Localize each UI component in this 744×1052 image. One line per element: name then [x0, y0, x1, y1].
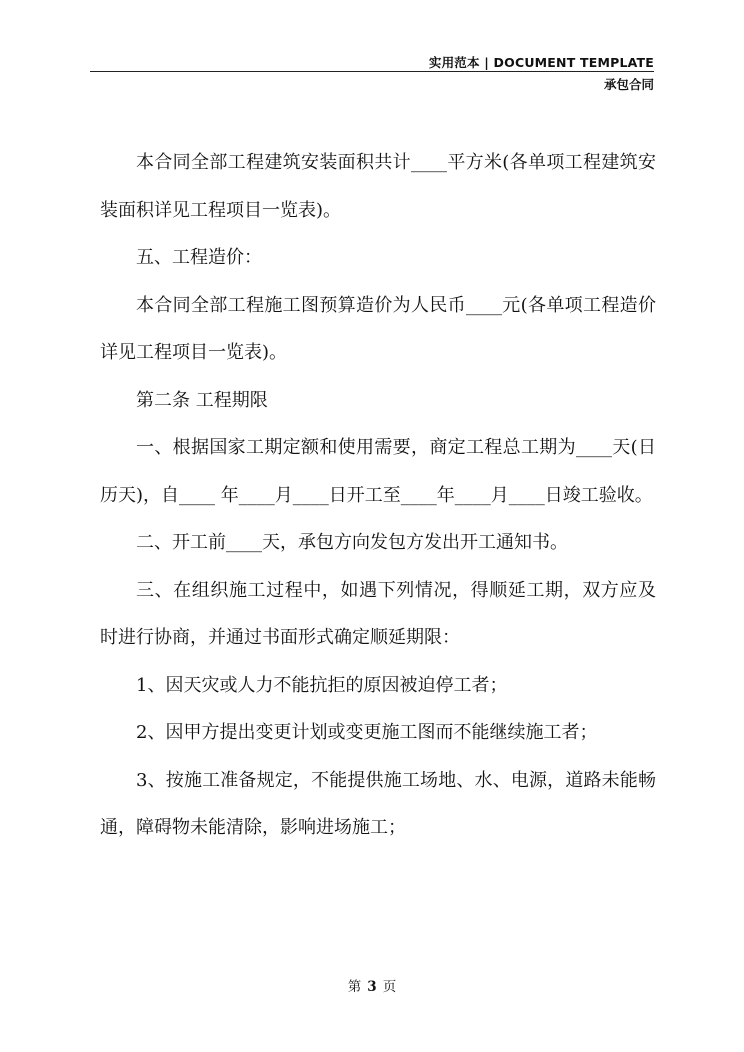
list-item-2: 2、因甲方提出变更计划或变更施工图而不能继续施工者； [136, 722, 598, 743]
list-item-3: 3、按施工准备规定，不能提供施工场地、水、电源，道路未能畅通，障碍物未能清除，影响进场施工； [100, 769, 656, 838]
header-title: 实用范本 | DOCUMENT TEMPLATE [428, 55, 654, 70]
page-footer [0, 975, 744, 995]
header-divider [90, 71, 654, 72]
paragraph-area: 本合同全部工程建筑安装面积共计____平方米(各单项工程建筑安装面积详见工程项目一览表)。 [100, 152, 656, 221]
article-heading-term: 第二条 工程期限 [136, 389, 268, 411]
paragraph-term-3: 三、在组织施工过程中，如遇下列情况，得顺延工期，双方应及时进行协商，并通过书面形式确定顺延期限： [100, 579, 656, 648]
footer-prefix: 第 [347, 979, 362, 995]
document-body [100, 139, 656, 852]
paragraph-term-2: 二、开工前____天，承包方向发包方发出开工通知书。 [136, 532, 568, 553]
list-item-1: 1、因天灾或人力不能抗拒的原因被迫停工者； [136, 674, 508, 696]
paragraph-term-1: 一、根据国家工期定额和使用需要，商定工程总工期为____天(日历天)，自____ 年____月____日开工至____年____月____日竣工验收。 [100, 437, 656, 506]
footer-suffix: 页 [382, 979, 397, 995]
header-subtitle: 承包合同 [603, 77, 654, 92]
paragraph-cost: 本合同全部工程施工图预算造价为人民币____元(各单项工程造价详见工程项目一览表)。 [100, 294, 656, 363]
page-number: 3 [367, 979, 377, 995]
section-heading-cost: 五、工程造价： [136, 247, 262, 268]
